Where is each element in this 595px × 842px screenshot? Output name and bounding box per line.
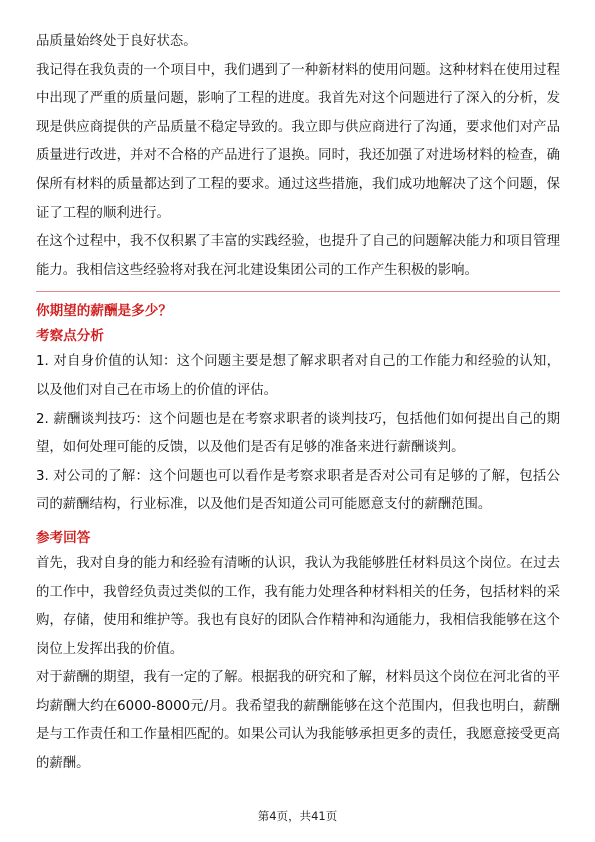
question-heading: 你期望的薪酬是多少？ [36, 303, 172, 320]
body-paragraph: 我记得在我负责的一个项目中，我们遇到了一种新材料的使用问题。这种材料在使用过程中出现了严重的质量问题，影响了工程的进度。我首先对这个问题进行了深入的分析，发现是供应商提供的产品质量不稳定导致的。我立即与供应商进行了沟通，要求他们对产品质量进行改进，并对不合格的产品进行了退换。同时，我还加强了对进场材料的检查，确保所有材料的质量都达到了工程的要求。通过这些措施，我们成功地解决了这个问题，保证了工程的顺利进行。 [36, 62, 560, 221]
section-divider [36, 291, 560, 292]
answer-heading: 参考回答 [36, 529, 91, 546]
body-paragraph: 品质量始终处于良好状态。 [36, 34, 197, 49]
document-page [36, 28, 560, 779]
answer-paragraph: 首先，我对自身的能力和经验有清晰的认识，我认为我能够胜任材料员这个岗位。在过去的工作中，我曾经负责过类似的工作，我有能力处理各种材料相关的任务，包括材料的采购，存储，使用和维护等。我也有良好的团队合作精神和沟通能力，我相信我能够在这个岗位上发挥出我的价值。 [36, 555, 560, 657]
analysis-item: 3. 对公司的了解：这个问题也可以看作是考察求职者是否对公司有足够的了解，包括公司的薪酬结构，行业标准，以及他们是否知道公司可能愿意支付的薪酬范围。 [36, 468, 560, 513]
body-paragraph: 在这个过程中，我不仅积累了丰富的实践经验，也提升了自己的问题解决能力和项目管理能力。我相信这些经验将对我在河北建设集团公司的工作产生积极的影响。 [36, 234, 560, 278]
analysis-heading: 考察点分析 [36, 328, 104, 345]
page-footer: 第4页，共41页 [257, 809, 338, 823]
answer-paragraph: 对于薪酬的期望，我有一定的了解。根据我的研究和了解，材料员这个岗位在河北省的平均薪酬大约在6000-8000元/月。我希望我的薪酬能够在这个范围内，但我也明白，薪酬是与工作责任和工作量相匹配的。如果公司认为我能够承担更多的责任，我愿意接受更高的薪酬。 [36, 670, 560, 772]
analysis-item: 2. 薪酬谈判技巧：这个问题也是在考察求职者的谈判技巧，包括他们如何提出自己的期望，如何处理可能的反馈，以及他们是否有足够的准备来进行薪酬谈判。 [36, 411, 560, 456]
analysis-item: 1. 对自身价值的认知：这个问题主要是想了解求职者对自己的工作能力和经验的认知，以及他们对自己在市场上的价值的评估。 [36, 354, 560, 398]
